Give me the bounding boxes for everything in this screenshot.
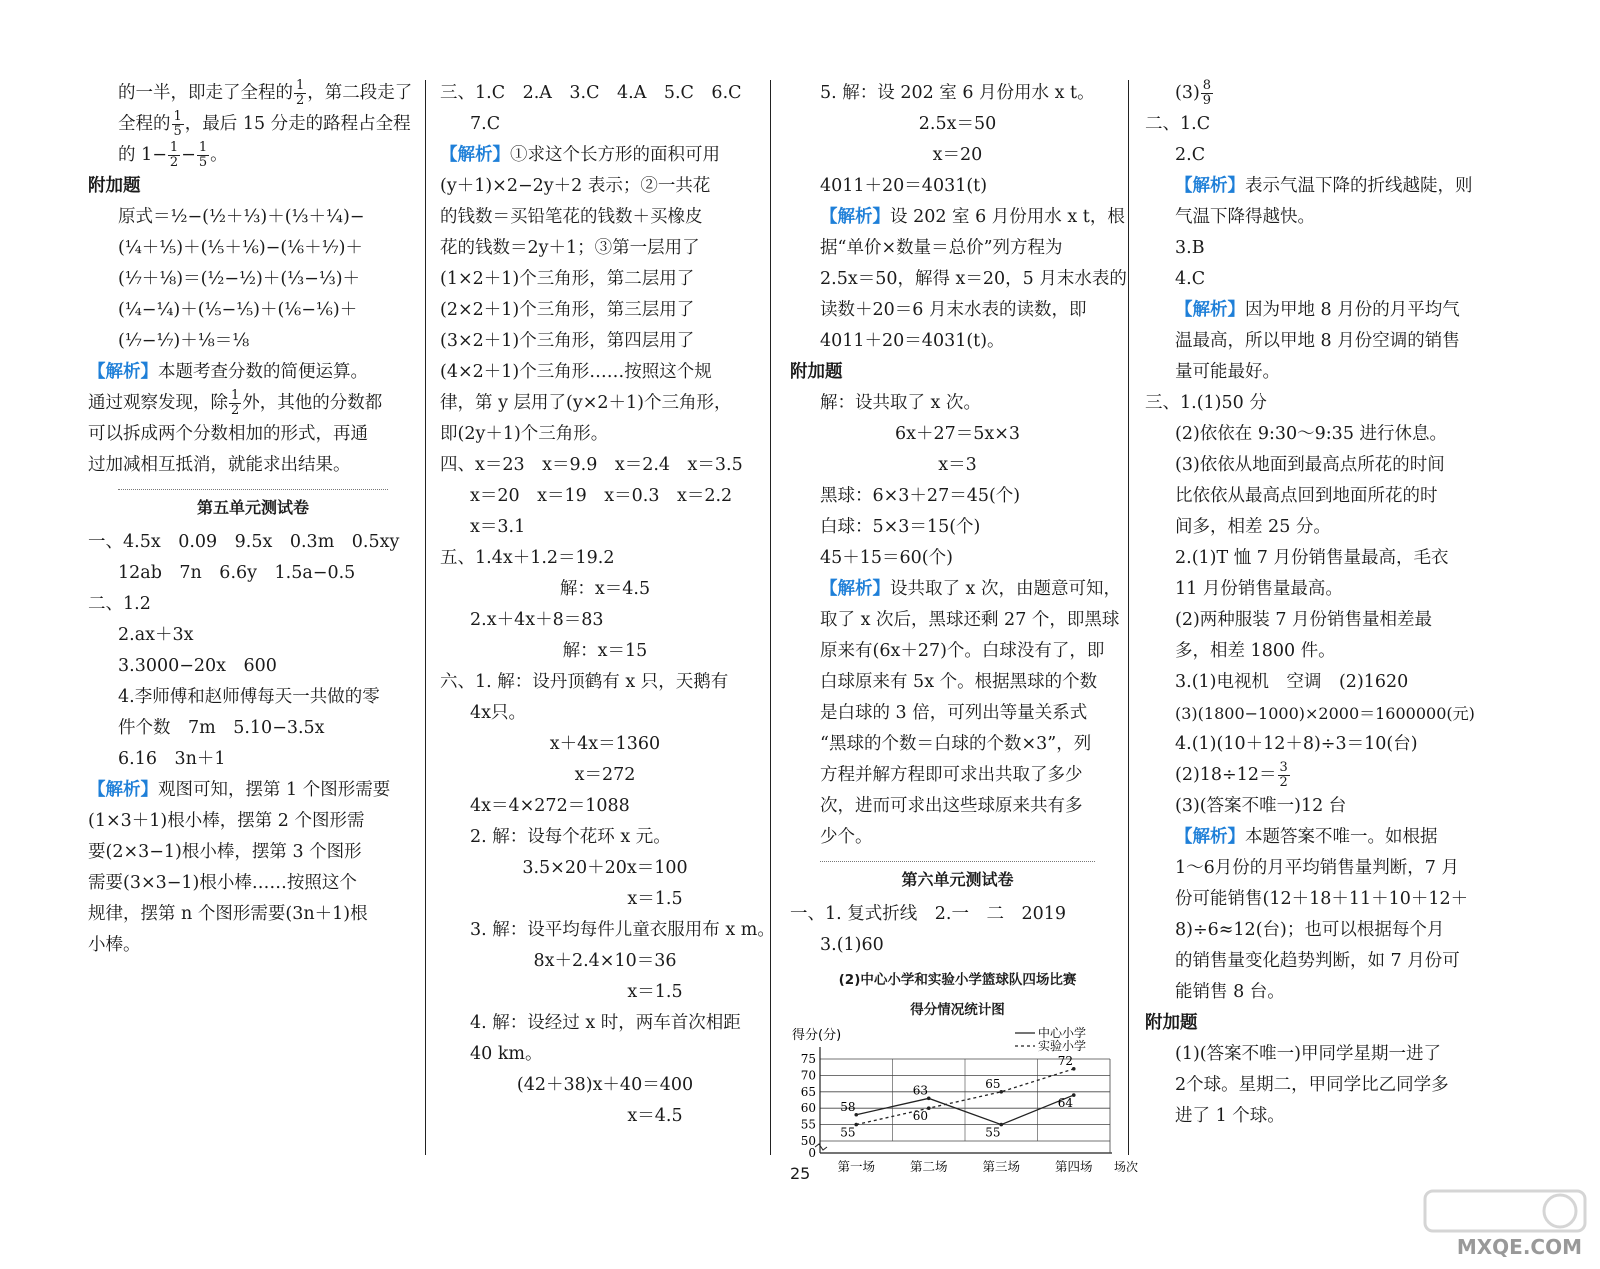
answer-line: 4x只。 bbox=[470, 703, 527, 723]
y-axis-label: 得分(分) bbox=[792, 1028, 842, 1043]
chart-title-line-2: 得分情况统计图 bbox=[910, 1002, 1005, 1018]
answer-line: 3.3000−20x 600 bbox=[118, 656, 277, 676]
equation-line: x＝4.5 bbox=[627, 1106, 683, 1126]
column-divider bbox=[1128, 80, 1129, 1155]
text-line: 据“单价×数量＝总价”列方程为 bbox=[820, 238, 1063, 258]
equation-line: (⅐＋⅛)＝(½−½)＋(⅓−⅓)＋ bbox=[118, 269, 361, 289]
equation-line: 4x＝4×272＝1088 bbox=[470, 796, 630, 816]
text-line: (2×2＋1)个三角形，第三层用了 bbox=[440, 300, 695, 320]
data-label: 65 bbox=[985, 1076, 1001, 1091]
column-1 bbox=[88, 78, 418, 961]
answer-line: (3)依依从地面到最高点所花的时间 bbox=[1175, 455, 1445, 475]
answer-line: 4. 解：设经过 x 时，两车首次相距 bbox=[470, 1013, 741, 1033]
data-label: 60 bbox=[912, 1109, 929, 1124]
answer-line: 12ab 7n 6.6y 1.5a−0.5 bbox=[118, 563, 356, 583]
answer-line: 3. 解：设平均每件儿童衣服用布 x m。 bbox=[470, 920, 775, 940]
equation-line: (¼＋⅕)＋(⅕＋⅙)−(⅙＋⅐)＋ bbox=[118, 238, 363, 258]
text-line: 方程并解方程即可求出共取了多少 bbox=[820, 765, 1083, 785]
text-line: 即(2y＋1)个三角形。 bbox=[440, 424, 609, 444]
text-line: (y＋1)×2−2y＋2 表示；②一共花 bbox=[440, 176, 711, 196]
analysis-line: 【解析】表示气温下降的折线越陡，则 bbox=[1175, 176, 1473, 196]
text-line: 读数＋20＝6 月末水表的读数，即 bbox=[820, 300, 1087, 320]
answer-line: 2.x＋4x＋8＝83 bbox=[470, 610, 604, 630]
equation-line: 3.5×20＋20x＝100 bbox=[522, 858, 688, 878]
text-line: 要(2×3−1)根小棒，摆第 3 个图形 bbox=[88, 842, 362, 862]
answer-line: 一、1. 复式折线 2.一 二 2019 bbox=[790, 904, 1066, 924]
answer-line: (2)依依在 9:30～9:35 进行休息。 bbox=[1175, 424, 1448, 444]
analysis-line: 【解析】设 202 室 6 月份用水 x t，根 bbox=[820, 207, 1125, 227]
equation-line: 4011＋20＝4031(t) bbox=[820, 176, 988, 196]
text-line: 原来有(6x＋27)个。白球没有了，即 bbox=[820, 641, 1105, 661]
text-line: 能销售 8 台。 bbox=[1175, 982, 1285, 1002]
text-line: 量可能最好。 bbox=[1175, 362, 1280, 382]
legend-label: 实验小学 bbox=[1038, 1039, 1087, 1053]
unit-5-title: 第五单元测试卷 bbox=[118, 489, 388, 523]
x-tick-label: 第三场 bbox=[982, 1159, 1021, 1174]
y-tick-label: 60 bbox=[800, 1101, 816, 1116]
column-4 bbox=[1145, 78, 1475, 1132]
answer-line: (3)(1800−1000)×2000＝1600000(元) bbox=[1175, 704, 1475, 723]
answer-line: 6.16 3n＋1 bbox=[118, 749, 226, 769]
text-line: 比依依从最高点回到地面所花的时 bbox=[1175, 486, 1438, 506]
data-label: 55 bbox=[985, 1125, 1001, 1140]
answer-line: 40 km。 bbox=[470, 1044, 543, 1064]
answer-line: 四、x＝23 x＝9.9 x＝2.4 x＝3.5 bbox=[440, 455, 743, 475]
x-tick-label: 第一场 bbox=[837, 1159, 876, 1174]
answer-line: 解：设共取了 x 次。 bbox=[820, 393, 981, 413]
equation-line: 黑球：6×3＋27＝45(个) bbox=[820, 486, 1021, 506]
answer-line: (2)18÷12＝ $\frac{3}{2}$ bbox=[1175, 760, 1288, 790]
text-line: 次，进而可求出这些球原来共有多 bbox=[820, 796, 1083, 816]
equation-line: 白球：5×3＝15(个) bbox=[820, 517, 981, 537]
x-tick-label: 第四场 bbox=[1054, 1159, 1093, 1174]
answer-line: 三、1.C 2.A 3.C 4.A 5.C 6.C bbox=[440, 83, 742, 103]
text-line: 是白球的 3 倍，可列出等量关系式 bbox=[820, 703, 1088, 723]
y-tick-label: 55 bbox=[800, 1117, 816, 1132]
text-line: 通过观察发现，除 $\frac{1}{2}$ 外，其他的分数都 bbox=[88, 388, 383, 418]
answer-line: 3.(1)60 bbox=[820, 935, 884, 955]
analysis-line: 【解析】本题答案不唯一。如根据 bbox=[1175, 827, 1438, 847]
answer-line: 2.ax＋3x bbox=[118, 625, 194, 645]
answer-line: 三、1.(1)50 分 bbox=[1145, 393, 1267, 413]
text-line: 花的钱数＝2y＋1；③第一层用了 bbox=[440, 238, 700, 258]
answer-line: 件个数 7m 5.10−3.5x bbox=[118, 718, 325, 738]
text-line: 温最高，所以甲地 8 月份空调的销售 bbox=[1175, 331, 1460, 351]
text-line: 的钱数＝买铅笔花的钱数＋买橡皮 bbox=[440, 207, 703, 227]
column-2 bbox=[440, 78, 775, 1132]
data-label: 55 bbox=[840, 1125, 856, 1140]
x-tick-label: 第二场 bbox=[909, 1159, 948, 1174]
watermark-text: MXQE.COM bbox=[1456, 1235, 1582, 1259]
answer-line: 二、1.C bbox=[1145, 114, 1211, 134]
equation-line: x＝3 bbox=[938, 455, 977, 475]
text-line: 全程的 $\frac{1}{5}$ ，最后 15 分走的路程占全程 bbox=[118, 109, 411, 139]
text-line: 取了 x 次后，黑球还剩 27 个，即黑球 bbox=[820, 610, 1120, 630]
equation-line: x＝20 bbox=[932, 145, 983, 165]
chart-title-line-1: (2)中心小学和实验小学篮球队四场比赛 bbox=[838, 972, 1077, 988]
column-divider bbox=[425, 80, 426, 1155]
text-line: (4×2＋1)个三角形……按照这个规 bbox=[440, 362, 712, 382]
text-line: 过加减相互抵消，就能求出结果。 bbox=[88, 455, 351, 475]
analysis-line: 【解析】①求这个长方形的面积可用 bbox=[440, 145, 720, 165]
data-label: 63 bbox=[912, 1083, 929, 1098]
chart-canvas bbox=[790, 1025, 1139, 1185]
text-line: 白球原来有 5x 个。根据黑球的个数 bbox=[820, 672, 1098, 692]
page-number: 25 bbox=[790, 1164, 811, 1183]
answer-line: 4.C bbox=[1175, 269, 1206, 289]
equation-line: 6x＋27＝5x×3 bbox=[894, 424, 1021, 444]
legend-label: 中心小学 bbox=[1038, 1026, 1087, 1040]
data-label: 64 bbox=[1057, 1096, 1074, 1111]
equation-line: x＝1.5 bbox=[627, 889, 683, 909]
equation-line: (42＋38)x＋40＝400 bbox=[516, 1075, 694, 1095]
text-line: (3×2＋1)个三角形，第四层用了 bbox=[440, 331, 695, 351]
y-tick-label: 75 bbox=[800, 1052, 816, 1066]
text-line: 小棒。 bbox=[88, 935, 141, 955]
section-heading: 附加题 bbox=[88, 176, 141, 196]
answer-line: 六、1. 解：设丹顶鹤有 x 只，天鹅有 bbox=[440, 672, 729, 692]
analysis-line: 【解析】本题考查分数的简便运算。 bbox=[88, 362, 368, 382]
equation-line: (⅐−⅐)＋⅛＝⅛ bbox=[118, 331, 250, 351]
y-tick-label: 65 bbox=[800, 1084, 816, 1099]
equation-line: x＝1.5 bbox=[627, 982, 683, 1002]
text-line: 少个。 bbox=[820, 827, 873, 847]
answer-line: 5. 解：设 202 室 6 月份用水 x t。 bbox=[820, 83, 1095, 103]
answer-line: 一、4.5x 0.09 9.5x 0.3m 0.5xy bbox=[88, 532, 400, 552]
unit-6-title: 第六单元测试卷 bbox=[820, 861, 1095, 895]
text-line: 需要(3×3−1)根小棒……按照这个 bbox=[88, 873, 357, 893]
axis-break-mark bbox=[815, 1144, 827, 1150]
text-line: 规律，摆第 n 个图形需要(3n＋1)根 bbox=[88, 904, 368, 924]
analysis-line: 【解析】因为甲地 8 月份的月平均气 bbox=[1175, 300, 1460, 320]
text-line: 2.5x＝50，解得 x＝20，5 月末水表的 bbox=[820, 269, 1127, 289]
section-heading: 附加题 bbox=[790, 362, 843, 382]
text-line: 进了 1 个球。 bbox=[1175, 1106, 1285, 1126]
data-label: 72 bbox=[1057, 1053, 1074, 1068]
text-line: 份可能销售(12＋18＋11＋10＋12＋ bbox=[1175, 889, 1469, 909]
answer-line: 2.(1)T 恤 7 月份销售量最高，毛衣 bbox=[1175, 548, 1449, 568]
text-line: 1～6月份的月平均销售量判断，7 月 bbox=[1175, 858, 1459, 878]
equation-line: 45＋15＝60(个) bbox=[820, 548, 953, 568]
text-line: 2个球。星期二，甲同学比乙同学多 bbox=[1175, 1075, 1449, 1095]
answer-line: 二、1.2 bbox=[88, 594, 151, 614]
text-line: 可以拆成两个分数相加的形式，再通 bbox=[88, 424, 368, 444]
answer-line: 3.B bbox=[1175, 238, 1205, 258]
answer-line: 五、1.4x＋1.2＝19.2 bbox=[440, 548, 615, 568]
answer-line: x＝3.1 bbox=[470, 517, 526, 537]
answer-line: 4.李师傅和赵师傅每天一共做的零 bbox=[118, 687, 380, 707]
text-line: 8)÷6≈12(台)；也可以根据每个月 bbox=[1175, 920, 1445, 940]
analysis-line: 【解析】观图可知，摆第 1 个图形需要 bbox=[88, 780, 391, 800]
text-line: 气温下降得越快。 bbox=[1175, 207, 1315, 227]
y-tick-label: 50 bbox=[800, 1134, 816, 1148]
analysis-line: 【解析】设共取了 x 次，由题意可知， bbox=[820, 579, 1121, 599]
column-3 bbox=[790, 78, 1139, 1196]
text-line: 的销售量变化趋势判断，如 7 月份可 bbox=[1175, 951, 1460, 971]
text-line: 多，相差 1800 件。 bbox=[1175, 641, 1336, 661]
answer-line: 解：x＝4.5 bbox=[559, 579, 651, 599]
equation-line: x＝272 bbox=[574, 765, 636, 785]
equation-line: (¼−¼)＋(⅕−⅕)＋(⅙−⅙)＋ bbox=[118, 300, 358, 320]
text-line: 11 月份销售量最高。 bbox=[1175, 579, 1343, 599]
section-heading: 附加题 bbox=[1145, 1013, 1198, 1033]
equation-line: x＋4x＝1360 bbox=[549, 734, 661, 754]
answer-line: 7.C bbox=[470, 114, 501, 134]
text-line: 的一半，即走了全程的 $\frac{1}{2}$ ，第二段走了 bbox=[118, 78, 413, 108]
answer-line: (3) $\frac{8}{9}$ bbox=[1175, 78, 1212, 108]
text-line: 间多，相差 25 分。 bbox=[1175, 517, 1331, 537]
y-tick-label: 0 bbox=[808, 1146, 816, 1160]
x-axis-label: 场次 bbox=[1114, 1160, 1139, 1174]
text-line: 4011＋20＝4031(t)。 bbox=[820, 331, 1005, 351]
text-line: 律，第 y 层用了(y×2＋1)个三角形， bbox=[440, 393, 732, 413]
equation-line: 原式＝½−(½＋⅓)＋(⅓＋¼)− bbox=[118, 207, 365, 227]
text-line: “黑球的个数＝白球的个数×3”，列 bbox=[820, 734, 1092, 754]
answer-line: (2)两种服装 7 月份销售量相差最 bbox=[1175, 610, 1433, 630]
answer-line: (1)(答案不唯一)甲同学星期一进了 bbox=[1175, 1044, 1441, 1064]
answer-line: 3.(1)电视机 空调 (2)1620 bbox=[1175, 672, 1409, 692]
answer-line: 解：x＝15 bbox=[562, 641, 648, 661]
data-label: 58 bbox=[840, 1099, 856, 1114]
text-line: (1×2＋1)个三角形，第二层用了 bbox=[440, 269, 695, 289]
equation-line: 8x＋2.4×10＝36 bbox=[533, 951, 677, 971]
line-chart bbox=[790, 965, 1139, 1196]
y-tick-label: 70 bbox=[800, 1068, 816, 1083]
answer-line: 2.C bbox=[1175, 145, 1206, 165]
answer-line: 4.(1)(10＋12＋8)÷3＝10(台) bbox=[1175, 734, 1418, 754]
text-line: (1×3＋1)根小棒，摆第 2 个图形需 bbox=[88, 811, 365, 831]
equation-line: 2.5x＝50 bbox=[918, 114, 997, 134]
text-line: 的 1− $\frac{1}{2}$ − $\frac{1}{5}$ 。 bbox=[118, 140, 228, 170]
column-divider bbox=[770, 80, 771, 1155]
answer-line: x＝20 x＝19 x＝0.3 x＝2.2 bbox=[470, 486, 733, 506]
answer-line: 2. 解：设每个花环 x 元。 bbox=[470, 827, 671, 847]
answer-line: (3)(答案不唯一)12 台 bbox=[1175, 796, 1347, 816]
